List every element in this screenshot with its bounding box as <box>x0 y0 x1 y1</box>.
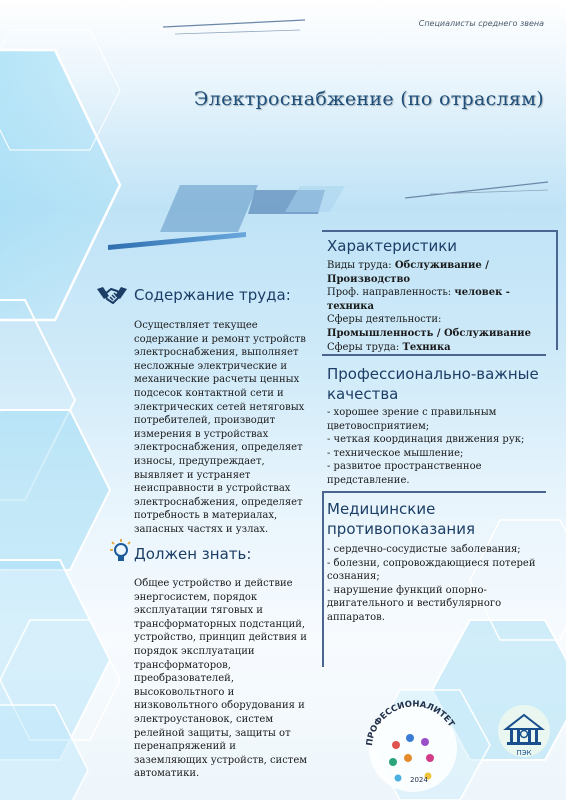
qualities-item: - развитое пространственное представление. <box>327 461 482 486</box>
contraindications-left-line <box>322 491 324 667</box>
characteristics-row: Сферы труда: Техника <box>327 341 451 353</box>
pek-logo-text: ПЭК <box>516 749 532 757</box>
knowledge-heading: Должен знать: <box>134 545 252 563</box>
characteristics-row: Виды труда: Обслуживание / Производство <box>327 260 489 285</box>
qualities-heading: Профессионально-важные качества <box>327 365 539 403</box>
pek-logo-icon <box>494 703 554 761</box>
characteristics-row: Сферы деятельности: Промышленность / Обслуживание <box>327 314 531 339</box>
handshake-icon <box>96 283 128 307</box>
characteristics-top-line <box>322 230 558 232</box>
content-text: Осуществляет текущее содержание и ремонт устройств электроснабжения, выполняет несложные электрические и механические расчеты ценных подсесок контактной сети и электрических сетей нетяговых потребителей, производит измерения в устройствах электроснабжения, определяет износы, предупреждает, выявляет и устраняет неисправности в устройствах электроснабжения, определяет потребность в материалах, запасных частях и узлах. <box>134 320 306 535</box>
knowledge-text: Общее устройство и действие энергосистем, порядок эксплуатации тяговых и трансформаторных подстанций, устройство, принцип действия и порядок эксплуатации трансформаторов, преобразователей, высоковольтного и низковольтного оборудования и электроустановок, систем релейной защиты, защиты от перенапряжений и заземляющих устройств, систем автоматики. <box>134 578 308 780</box>
qualities-item: - хорошее зрение с правильным цветовосприятием; <box>327 407 497 432</box>
qualities-list <box>327 406 549 488</box>
contraindications-item: - болезни, сопровождающиеся потерей сознания; <box>327 557 536 583</box>
contraindications-item: - нарушение функций опорно-двигательного и вестибулярного аппаратов. <box>327 584 502 623</box>
contraindications-list <box>327 543 549 625</box>
badge-text: ПРОФЕССИОНАЛИТЕТ <box>364 699 457 747</box>
contraindications-heading: Медицинские противопоказания <box>327 500 475 538</box>
contraindications-item: - сердечно-сосудистые заболевания; <box>327 544 521 555</box>
qualities-divider <box>322 354 546 356</box>
characteristics-heading: Характеристики <box>327 237 458 255</box>
professionalitet-badge-icon <box>358 690 468 800</box>
subtitle: Специалисты среднего звена <box>418 19 544 28</box>
content-heading: Содержание труда: <box>134 286 291 304</box>
lightbulb-icon <box>108 538 132 564</box>
qualities-item: - техническое мышление; <box>327 447 464 459</box>
page-title: Электроснабжение (по отраслям) <box>193 88 544 110</box>
characteristics-list <box>327 259 549 354</box>
characteristics-row: Проф. направленность: человек - техника <box>327 287 510 312</box>
badge-year: 2024 <box>410 776 428 784</box>
qualities-item: - четкая координация движения рук; <box>327 434 525 446</box>
characteristics-right-line <box>556 230 558 350</box>
contraindications-divider <box>322 491 546 493</box>
